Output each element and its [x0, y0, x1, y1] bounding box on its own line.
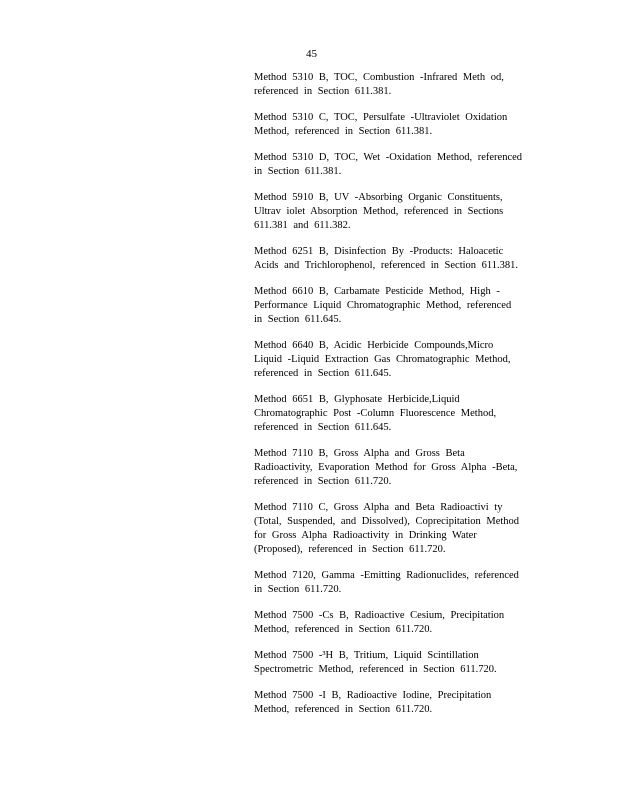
- method-entry: Method 5310 D, TOC, Wet -Oxidation Method, referenced in Section 611.381.: [254, 152, 523, 177]
- method-entry: Method 7120, Gamma -Emitting Radionuclides, referenced in Section 611.720.: [254, 570, 519, 595]
- method-entry: Method 7500 -Cs B, Radioactive Cesium, Precipitation Method, referenced in Section 611.720.: [254, 610, 505, 635]
- method-entry: Method 6251 B, Disinfection By -Products: Haloacetic Acids and Trichlorophenol, referenced in Section 611.381.: [254, 246, 519, 271]
- method-entry: Method 6651 B, Glyphosate Herbicide,Liquid Chromatographic Post -Column Fluorescence Method, referenced in Section 611.645.: [254, 394, 497, 433]
- method-entry: Method 6610 B, Carbamate Pesticide Method, High - Performance Liquid Chromatographic Method, referenced in Section 611.645.: [254, 286, 512, 325]
- method-entry: Method 5310 C, TOC, Persulfate -Ultraviolet Oxidation Method, referenced in Section 611.381.: [254, 112, 508, 137]
- method-entry: Method 7500 -³H B, Tritium, Liquid Scintillation Spectrometric Method, referenced in Section 611.720.: [254, 650, 497, 675]
- method-entry: Method 7500 -I B, Radioactive Iodine, Precipitation Method, referenced in Section 611.720.: [254, 690, 492, 715]
- method-entry: Method 7110 B, Gross Alpha and Gross Beta Radioactivity, Evaporation Method for Gross Alpha -Beta, referenced in Section 611.720.: [254, 448, 518, 487]
- method-reference-list: [254, 71, 544, 729]
- method-entry: Method 6640 B, Acidic Herbicide Compounds,Micro Liquid -Liquid Extraction Gas Chromatographic Method, referenced in Section 611.645.: [254, 340, 511, 379]
- method-entry: Method 7110 C, Gross Alpha and Beta Radioactivi ty (Total, Suspended, and Dissolved), Coprecipitation Method for Gross Alpha Radioactivity in Drinking Water (Proposed), referenced in Section 611.720.: [254, 502, 520, 555]
- method-entry: Method 5910 B, UV -Absorbing Organic Constituents, Ultrav iolet Absorption Method, referenced in Sections 611.381 and 611.382.: [254, 192, 504, 231]
- page-number: 45: [306, 48, 317, 60]
- method-entry: Method 5310 B, TOC, Combustion -Infrared Meth od, referenced in Section 611.381.: [254, 72, 504, 97]
